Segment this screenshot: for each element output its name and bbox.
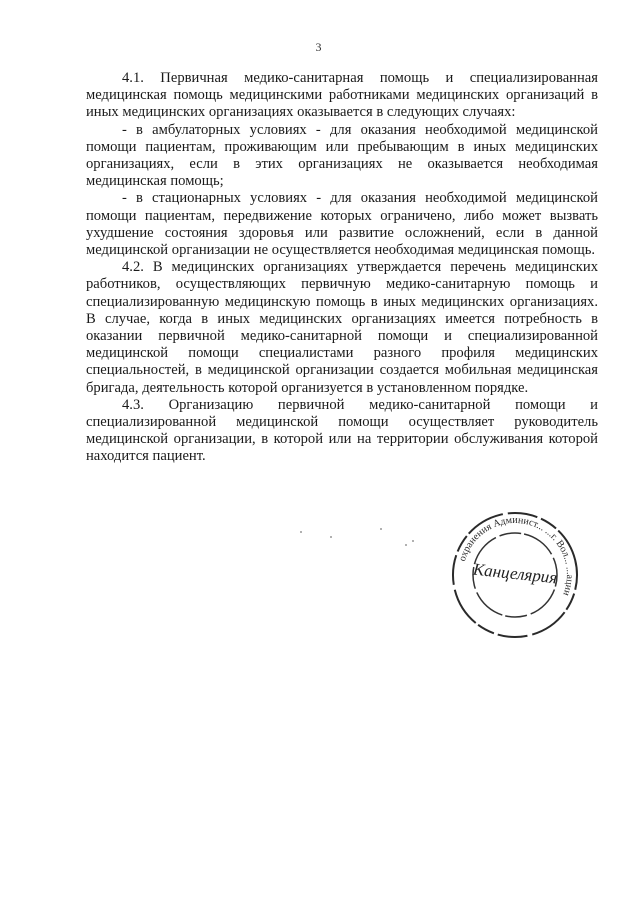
office-stamp	[445, 505, 585, 645]
list-item-outpatient: - в амбулаторных условиях - для оказания необходимой медицинской помощи пациентам, проживающим или пребывающим в иных медицинских организациях, если в этих организациях не оказывается необходимая медицинская помощь;	[86, 121, 598, 190]
list-item-inpatient: - в стационарных условиях - для оказания необходимой медицинской помощи пациентам, передвижение которых ограничено, либо может вызвать ухудшение состояния здоровья или развитие осложнений, если в данной медицинской организации не осуществляется необходимая медицинская помощь.	[86, 190, 598, 259]
paragraph-4-2: 4.2. В медицинских организациях утверждается перечень медицинских работников, осуществляющих первичную медико-санитарную помощь и специализированную медицинскую помощь в иных медицинских организациях. В случае, когда в иных медицинских организациях имеется потребность в оказании первичной медико-санитарной помощи и специализированной медицинской помощи специалистами разного профиля медицинских специальностей, в медицинской организации создается мобильная медицинская бригада, деятельность которой организуется в установленном порядке.	[86, 259, 598, 396]
scan-speckle	[380, 528, 382, 530]
page-number: 3	[315, 40, 322, 54]
stamp-center-text: Канцелярия	[472, 559, 559, 588]
scan-speckle	[330, 536, 332, 538]
scan-speckle	[300, 531, 302, 533]
scan-speckle	[405, 544, 407, 546]
svg-text:охранения Админист... ...г. Во: охранения Админист... ...г. Вол... ...ации	[457, 514, 576, 598]
paragraph-4-3: 4.3. Организацию первичной медико-санитарной помощи и специализированной медицинской помощи осуществляет руководитель медицинской организации, в которой или на территории обслуживания которой находится пациент.	[86, 396, 598, 465]
scan-speckle	[412, 540, 414, 542]
document-body	[86, 70, 598, 466]
paragraph-4-1: 4.1. Первичная медико-санитарная помощь и специализированная медицинская помощь медицинскими работниками медицинских организаций в иных медицинских организациях оказывается в следующих случаях:	[86, 70, 598, 121]
